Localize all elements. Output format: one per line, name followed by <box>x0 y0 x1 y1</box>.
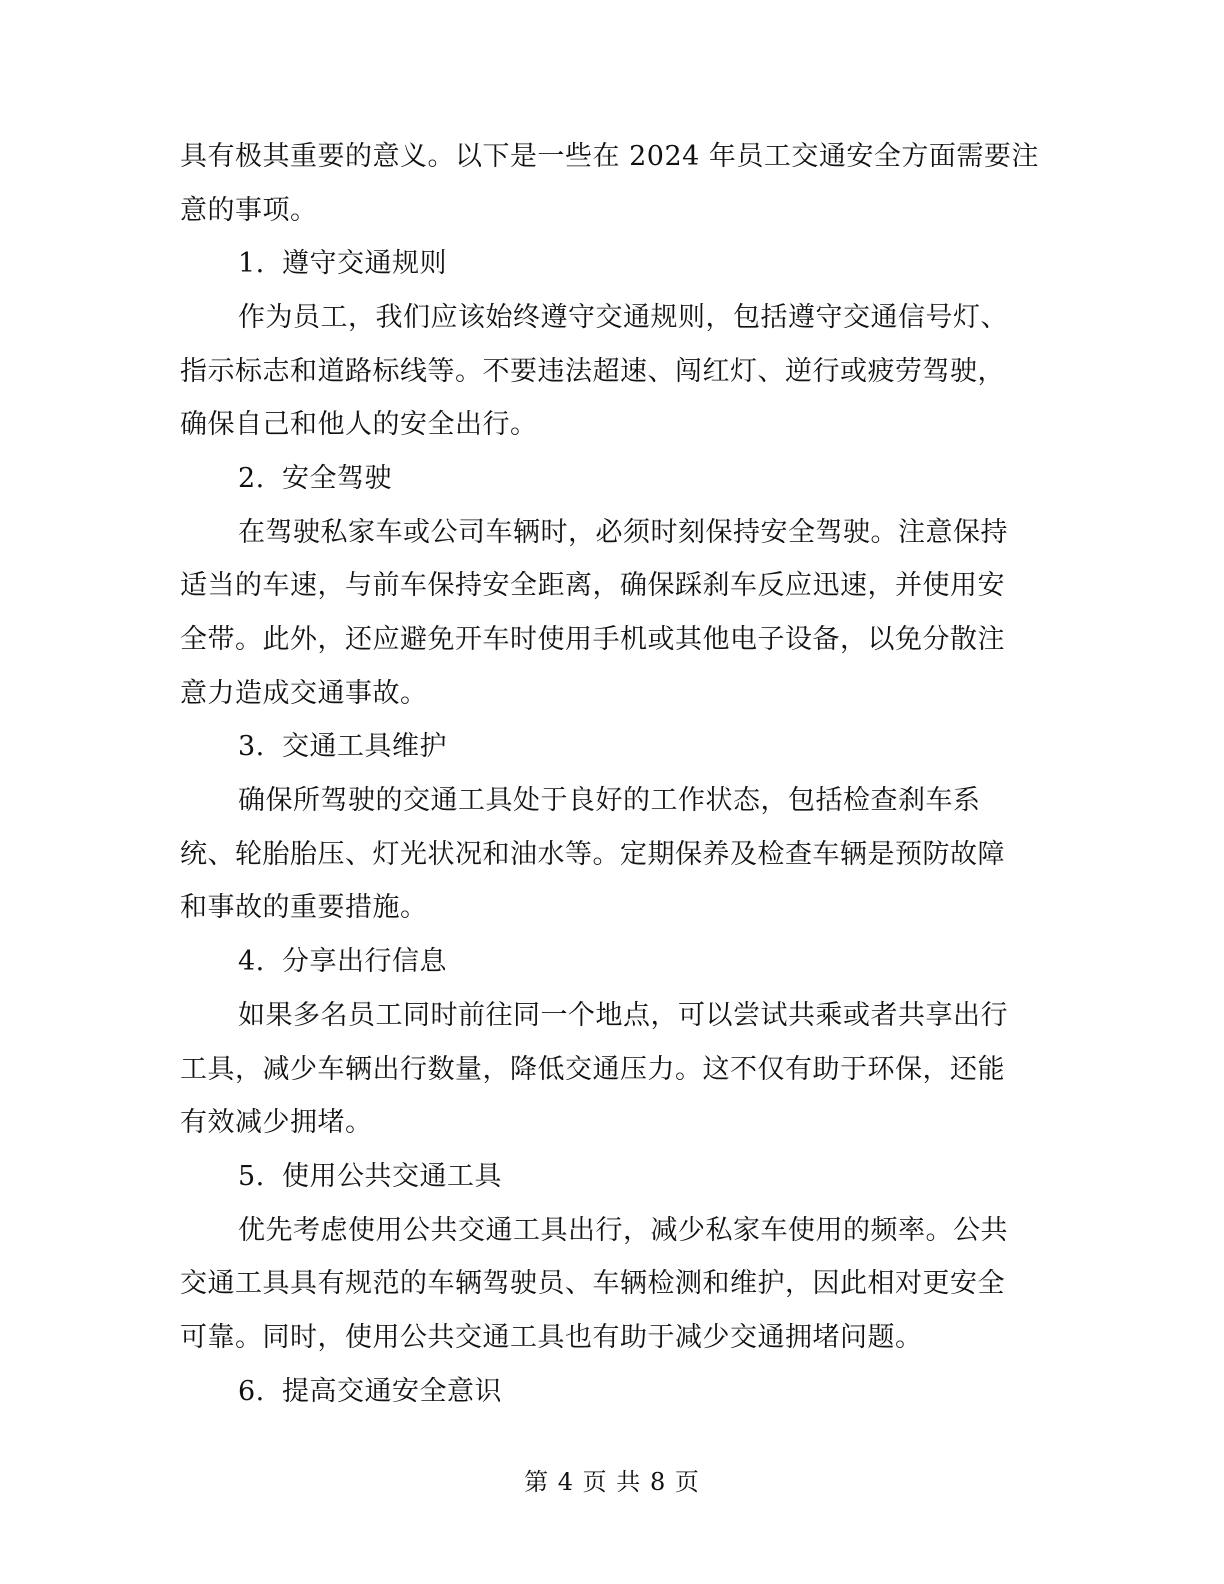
section-4-line-1: 如果多名员工同时前往同一个地点，可以尝试共乘或者共享出行 <box>238 1000 1008 1031</box>
section-heading-4 <box>238 944 447 980</box>
section-heading-5 <box>238 1159 502 1195</box>
section-number: 3. <box>238 731 265 762</box>
section-3-line-2: 统、轮胎胎压、灯光状况和油水等。定期保养及检查车辆是预防故障 <box>180 839 1005 870</box>
section-title: 交通工具维护 <box>282 731 447 762</box>
section-title: 提高交通安全意识 <box>282 1376 502 1407</box>
intro-line-2: 意的事项。 <box>180 195 318 226</box>
section-5-line-2: 交通工具具有规范的车辆驾驶员、车辆检测和维护，因此相对更安全 <box>180 1268 1005 1299</box>
section-number: 1. <box>238 248 265 279</box>
section-5-line-1: 优先考虑使用公共交通工具出行，减少私家车使用的频率。公共 <box>238 1215 1008 1246</box>
section-3-line-1: 确保所驾驶的交通工具处于良好的工作状态，包括检查刹车系 <box>238 785 981 816</box>
page-footer: 第 4 页 共 8 页 <box>524 1468 700 1496</box>
section-number: 6. <box>238 1376 265 1407</box>
section-number: 2. <box>238 463 265 494</box>
section-2-line-2: 适当的车速，与前车保持安全距离，确保踩刹车反应迅速，并使用安 <box>180 570 1005 601</box>
section-2-line-3: 全带。此外，还应避免开车时使用手机或其他电子设备，以免分散注 <box>180 624 1005 655</box>
intro-line-1: 具有极其重要的意义。以下是一些在 2024 年员工交通安全方面需要注 <box>180 141 1039 172</box>
section-title: 遵守交通规则 <box>282 248 447 279</box>
section-3-line-3: 和事故的重要措施。 <box>180 892 428 923</box>
section-heading-2 <box>238 461 392 497</box>
section-4-line-3: 有效减少拥堵。 <box>180 1107 373 1138</box>
section-1-line-1: 作为员工，我们应该始终遵守交通规则，包括遵守交通信号灯、 <box>238 302 1008 333</box>
section-title: 使用公共交通工具 <box>282 1161 502 1192</box>
section-4-line-2: 工具，减少车辆出行数量，降低交通压力。这不仅有助于环保，还能 <box>180 1054 1005 1085</box>
section-5-line-3: 可靠。同时，使用公共交通工具也有助于减少交通拥堵问题。 <box>180 1322 923 1353</box>
section-title: 安全驾驶 <box>282 463 392 494</box>
section-number: 4. <box>238 946 265 977</box>
section-1-line-2: 指示标志和道路标线等。不要违法超速、闯红灯、逆行或疲劳驾驶， <box>180 356 1005 387</box>
section-2-line-1: 在驾驶私家车或公司车辆时，必须时刻保持安全驾驶。注意保持 <box>238 517 1008 548</box>
section-heading-1 <box>238 246 447 282</box>
section-2-line-4: 意力造成交通事故。 <box>180 678 428 709</box>
section-1-line-3: 确保自己和他人的安全出行。 <box>180 409 538 440</box>
section-title: 分享出行信息 <box>282 946 447 977</box>
section-number: 5. <box>238 1161 265 1192</box>
section-heading-3 <box>238 729 447 765</box>
section-heading-6 <box>238 1374 502 1410</box>
